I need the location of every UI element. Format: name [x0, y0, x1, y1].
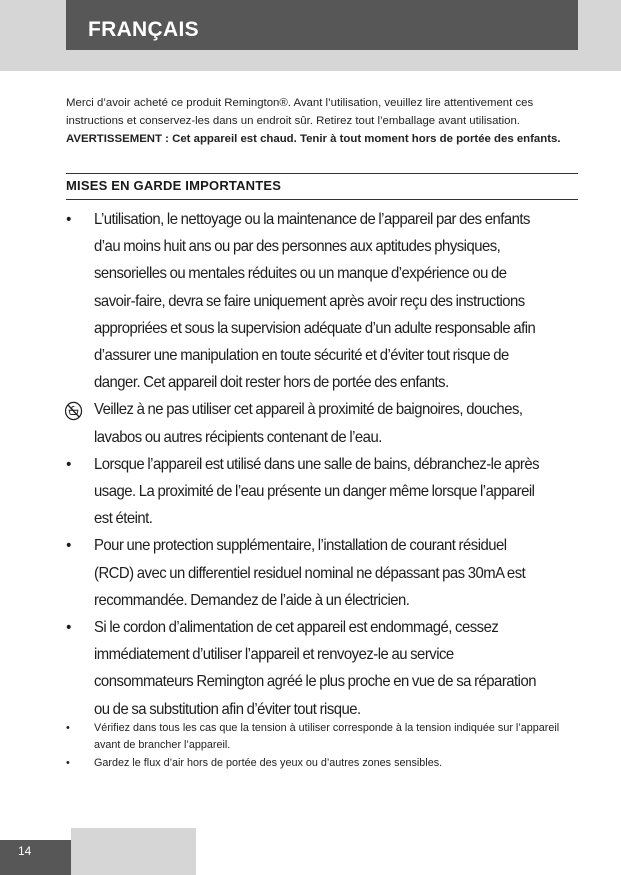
bullet: •	[66, 757, 70, 769]
section-rule-top	[66, 173, 578, 174]
note-text: Gardez le flux d’air hors de portée des yeux ou d’autres zones sensibles.	[94, 757, 443, 769]
warning-text: Pour une protection supplémentaire, l’installation de courant résiduel (RCD) avec un differentiel residuel nominal ne dépassant pas 30mA est recommandée. Demandez de l’aide à un électricien.	[94, 537, 526, 609]
bullet: •	[66, 722, 70, 734]
warning-item	[66, 451, 546, 533]
warning-text: Si le cordon d’alimentation de cet appareil est endommagé, cessez immédiatement d’utiliser l’appareil et renvoyez-le au service consommateurs Remington agréé le plus proche en vue de sa réparation ou de sa substitution afin d’éviter tout risque.	[94, 619, 536, 718]
note-item	[66, 755, 584, 772]
notes-list	[66, 720, 584, 774]
warnings-list	[66, 206, 546, 723]
page-number-box	[0, 840, 71, 875]
warning-item	[66, 614, 546, 723]
bullet: •	[66, 537, 71, 555]
footer-band	[71, 828, 196, 875]
language-title: FRANÇAIS	[88, 18, 199, 41]
warning-text: Lorsque l’appareil est utilisé dans une salle de bains, débranchez-le après usage. La proximité de l’eau présente un danger même lorsque l’appareil est éteint.	[94, 455, 540, 528]
language-header	[66, 0, 578, 50]
page-number: 14	[18, 844, 32, 858]
intro-text: Merci d’avoir acheté ce produit Remington®. Avant l’utilisation, veuillez lire attentivement ces instructions et conservez-les dans un endroit sûr. Retirez tout l’emballage avant utilisation.	[66, 97, 534, 127]
warning-item	[66, 532, 546, 614]
bullet: •	[66, 619, 71, 637]
no-water-icon	[64, 401, 83, 421]
warning-text: Veillez à ne pas utiliser cet appareil à proximité de baignoires, douches, lavabos ou autres récipients contenant de l’eau.	[94, 401, 523, 446]
section-title: MISES EN GARDE IMPORTANTES	[66, 178, 282, 193]
note-item	[66, 720, 584, 753]
warning-item	[66, 206, 546, 396]
intro-warning: AVERTISSEMENT : Cet appareil est chaud. Tenir à tout moment hors de portée des enfants.	[66, 133, 561, 145]
bullet: •	[66, 211, 71, 228]
bullet: •	[66, 455, 71, 473]
section-rule-bottom	[66, 199, 578, 200]
note-text: Vérifiez dans tous les cas que la tension à utiliser corresponde à la tension indiquée sur l’appareil avant de brancher l’appareil.	[94, 722, 560, 751]
warning-text: L’utilisation, le nettoyage ou la maintenance de l’appareil par des enfants d’au moins huit ans ou par des personnes aux aptitudes physiques, sensorielles ou mentales réduites ou un manque d’expérience ou de savoir-faire, devra se faire uniquement après avoir reçu des instructions appropriées et sous la supervision adéquate d’un adulte responsable afin d’assurer une manipulation en toute sécurité et d’éviter tout risque de danger. Cet appareil doit rester hors de portée des enfants.	[94, 211, 536, 392]
warning-item-water	[94, 396, 546, 450]
intro-paragraph	[66, 94, 571, 148]
